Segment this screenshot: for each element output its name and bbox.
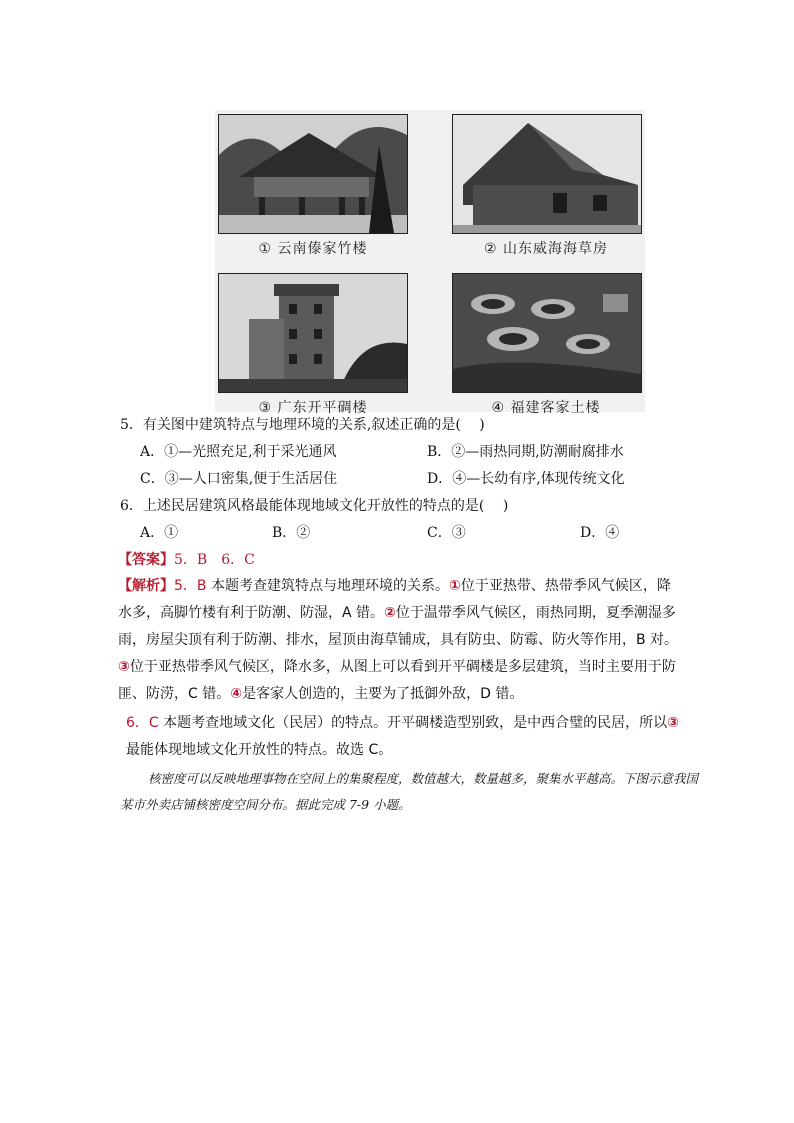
q6-option-c: C．③ — [427, 525, 466, 541]
analysis-q5-head: 5．B — [174, 578, 207, 594]
q5-option-c: C．③—人口密集,便于生活居住 — [140, 471, 338, 487]
caption-3: ③ 广东开平碉楼 — [258, 400, 368, 416]
photo-diaolou — [218, 273, 408, 393]
next-intro-text: 核密度可以反映地理事物在空间上的集聚程度，数值越大，数量越多，聚集水平越高。下图示意我国某市外卖店铺核密度空间分布。据此完成 7-9 小题。 — [120, 771, 699, 812]
q6-option-b: B．② — [272, 525, 311, 541]
analysis-point-2: ② — [384, 605, 396, 621]
analysis-text-2: 位于温带季风气候区，雨热同期，夏季潮湿多雨，房屋尖顶有利于防潮、排水，屋顶由海草铺成，具有防虫、防霉、防火等作用，B 对。 — [118, 605, 679, 648]
question-6-stem: 6．上述民居建筑风格最能体现地域文化开放性的特点的是( ) — [120, 498, 509, 514]
analysis-point-4: ④ — [230, 686, 243, 702]
analysis-text-1: 位于亚热带、热带季风气候区，降水多，高脚竹楼有利于防潮、防湿，A 错。 — [118, 578, 671, 621]
analysis-point-3: ③ — [118, 659, 130, 675]
analysis-point-1: ① — [448, 578, 461, 594]
caption-1: ① 云南傣家竹楼 — [258, 241, 368, 257]
q6-option-d: D．④ — [580, 525, 620, 541]
caption-4: ④ 福建客家土楼 — [491, 400, 601, 416]
q5-option-b: B．②—雨热同期,防潮耐腐排水 — [427, 444, 624, 460]
answer-label: 【答案】 — [118, 552, 174, 568]
next-question-intro — [120, 766, 700, 818]
building-photos-figure — [215, 110, 645, 416]
analysis-text-3: 位于亚热带季风气候区，降水多，从图上可以看到开平碉楼是多层建筑，当时主要用于防匪、防涝，C 错。 — [118, 659, 676, 702]
answer-text: 5．B 6．C — [174, 552, 255, 568]
analysis-q5-text: 本题考查建筑特点与地理环境的关系。 — [206, 578, 449, 594]
question-5-stem: 5．有关图中建筑特点与地理环境的关系,叙述正确的是( ) — [120, 417, 485, 433]
caption-2: ② 山东威海海草房 — [483, 241, 608, 257]
analysis-label: 【解析】 — [118, 578, 174, 594]
analysis-q6-text: 本题考查地域文化（民居）的特点。开平碉楼造型别致，是中西合璧的民居，所以 — [158, 715, 668, 731]
photo-tulou — [452, 273, 642, 393]
q6-option-a: A．① — [140, 525, 179, 541]
answer-line — [118, 551, 255, 569]
q5-option-a: A．①—光照充足,利于采光通风 — [140, 444, 337, 460]
analysis-block — [118, 573, 683, 708]
analysis-q6-tail: 最能体现地域文化开放性的特点。故选 C。 — [126, 742, 393, 758]
analysis-q6-point: ③ — [667, 715, 679, 731]
analysis-q6-head: 6．C — [126, 715, 159, 731]
analysis-q6-block — [126, 710, 686, 764]
analysis-text-4: 是客家人创造的，主要为了抵御外敌，D 错。 — [242, 686, 524, 702]
q5-option-d: D．④—长幼有序,体现传统文化 — [427, 471, 625, 487]
photo-dai-bamboo-house — [218, 114, 408, 234]
photo-seaweed-house — [452, 114, 642, 234]
